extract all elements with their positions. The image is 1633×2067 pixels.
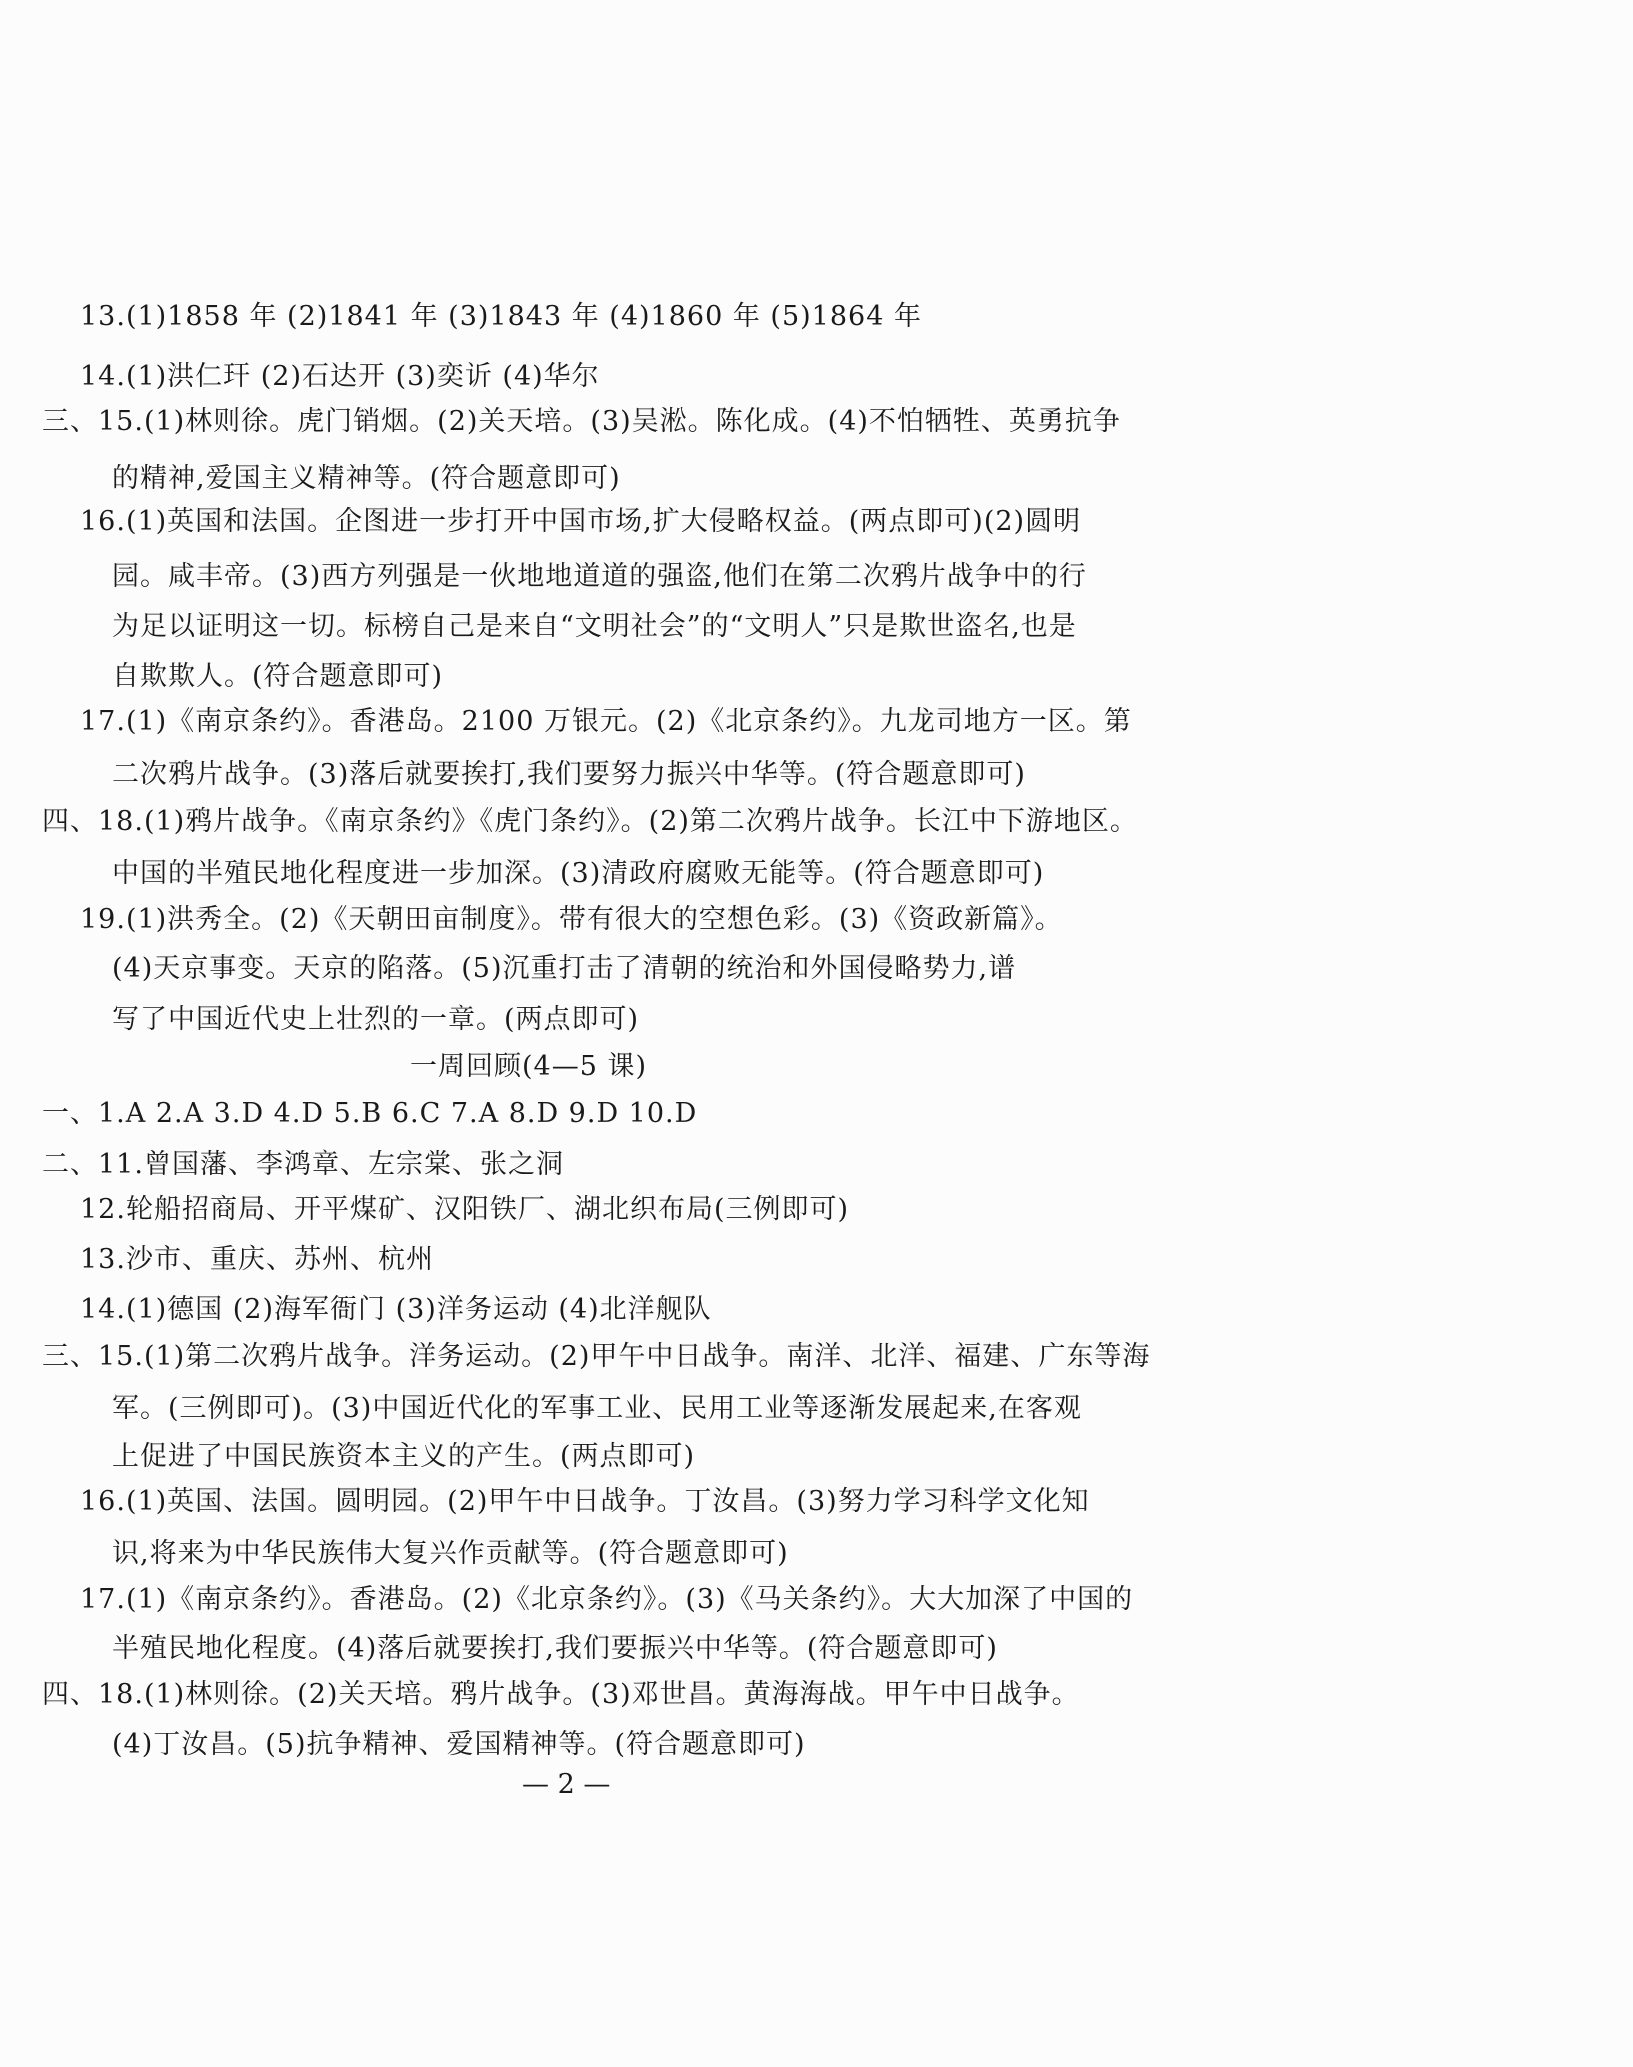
answer-line-15a: 三、15.(1)林则徐。虎门销烟。(2)关天培。(3)吴淞。陈化成。(4)不怕牺牲、英勇抗争 xyxy=(42,406,1121,437)
answer-line-15b: 的精神,爱国主义精神等。(符合题意即可) xyxy=(112,463,621,494)
answer-line-16b: 园。咸丰帝。(3)西方列强是一伙地地道道的强盗,他们在第二次鸦片战争中的行 xyxy=(112,561,1087,592)
answer-line-16c: 为足以证明这一切。标榜自己是来自“文明社会”的“文明人”只是欺世盗名,也是 xyxy=(112,611,1077,642)
answer-line-2-16b: 识,将来为中华民族伟大复兴作贡献等。(符合题意即可) xyxy=(112,1538,789,1569)
answer-line-17b: 二次鸦片战争。(3)落后就要挨打,我们要努力振兴中华等。(符合题意即可) xyxy=(112,759,1026,790)
answer-line-2-15c: 上促进了中国民族资本主义的产生。(两点即可) xyxy=(112,1441,696,1472)
answer-line-2-18a: 四、18.(1)林则徐。(2)关天培。鸦片战争。(3)邓世昌。黄海海战。甲午中日战争。 xyxy=(42,1679,1080,1710)
answer-line-2-15b: 军。(三例即可)。(3)中国近代化的军事工业、民用工业等逐渐发展起来,在客观 xyxy=(112,1393,1082,1424)
answer-line-2-12: 12.轮船招商局、开平煤矿、汉阳铁厂、湖北织布局(三例即可) xyxy=(80,1194,850,1225)
answer-line-2-18b: (4)丁汝昌。(5)抗争精神、爱国精神等。(符合题意即可) xyxy=(112,1729,806,1760)
answer-line-2-13: 13.沙市、重庆、苏州、杭州 xyxy=(80,1244,434,1275)
answer-line-19c: 写了中国近代史上壮烈的一章。(两点即可) xyxy=(112,1004,640,1035)
answer-line-2-14: 14.(1)德国 (2)海军衙门 (3)洋务运动 (4)北洋舰队 xyxy=(80,1294,712,1325)
answer-line-2-15a: 三、15.(1)第二次鸦片战争。洋务运动。(2)甲午中日战争。南洋、北洋、福建、广东等海 xyxy=(42,1341,1151,1372)
answer-line-18b: 中国的半殖民地化程度进一步加深。(3)清政府腐败无能等。(符合题意即可) xyxy=(112,858,1045,889)
answer-line-19a: 19.(1)洪秀全。(2)《天朝田亩制度》。带有很大的空想色彩。(3)《资政新篇》。 xyxy=(80,904,1063,935)
answer-line-17a: 17.(1)《南京条约》。香港岛。2100 万银元。(2)《北京条约》。九龙司地方一区。第 xyxy=(80,706,1132,737)
page-number: — 2 — xyxy=(522,1769,611,1800)
answer-line-2-17b: 半殖民地化程度。(4)落后就要挨打,我们要振兴中华等。(符合题意即可) xyxy=(112,1633,998,1664)
answer-line-16d: 自欺欺人。(符合题意即可) xyxy=(112,661,444,692)
section-title: 一周回顾(4—5 课) xyxy=(410,1051,648,1082)
mc-answers-line: 一、1.A 2.A 3.D 4.D 5.B 6.C 7.A 8.D 9.D 10.D xyxy=(42,1098,698,1129)
answer-line-18a: 四、18.(1)鸦片战争。《南京条约》《虎门条约》。(2)第二次鸦片战争。长江中下游地区。 xyxy=(42,806,1138,837)
answer-line-14: 14.(1)洪仁玕 (2)石达开 (3)奕䜣 (4)华尔 xyxy=(80,361,600,392)
answer-line-19b: (4)天京事变。天京的陷落。(5)沉重打击了清朝的统治和外国侵略势力,谱 xyxy=(112,953,1017,984)
answer-line-2-16a: 16.(1)英国、法国。圆明园。(2)甲午中日战争。丁汝昌。(3)努力学习科学文化知 xyxy=(80,1486,1090,1517)
answer-line-2-17a: 17.(1)《南京条约》。香港岛。(2)《北京条约》。(3)《马关条约》。大大加深了中国的 xyxy=(80,1584,1134,1615)
answer-line-2-11: 二、11.曾国藩、李鸿章、左宗棠、张之洞 xyxy=(42,1149,564,1180)
answer-line-13: 13.(1)1858 年 (2)1841 年 (3)1843 年 (4)1860 年 (5)1864 年 xyxy=(80,301,922,332)
answer-line-16a: 16.(1)英国和法国。企图进一步打开中国市场,扩大侵略权益。(两点即可)(2)圆明 xyxy=(80,506,1082,537)
